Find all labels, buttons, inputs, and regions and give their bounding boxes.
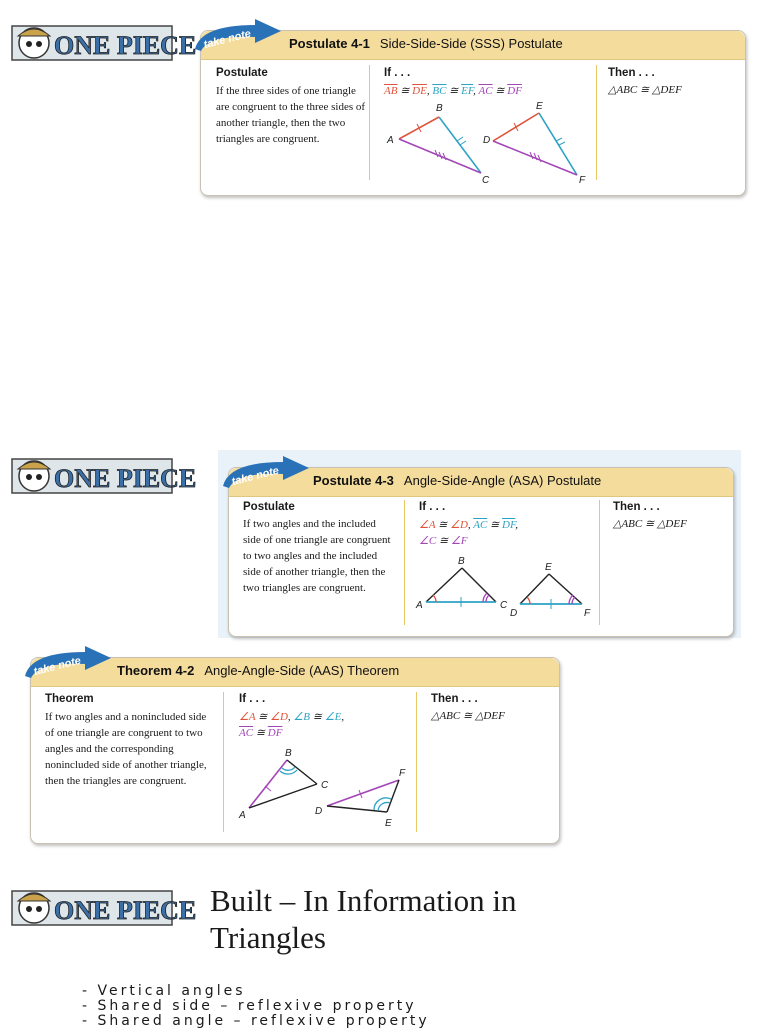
svg-text:E: E	[536, 101, 543, 112]
svg-text:A: A	[387, 135, 394, 146]
svg-text:F: F	[399, 768, 406, 779]
svg-text:C: C	[321, 780, 329, 791]
take-note-badge	[195, 19, 283, 53]
svg-text:ONE PIECE: ONE PIECE	[54, 464, 197, 493]
bullet-item: - Vertical angles	[82, 983, 246, 999]
asa-postulate-card	[228, 464, 734, 637]
svg-text:ONE PIECE: ONE PIECE	[54, 896, 197, 925]
svg-text:D: D	[483, 135, 491, 146]
svg-text:E: E	[385, 818, 392, 829]
take-note-badge	[223, 456, 311, 490]
if-label: If . . .	[419, 501, 446, 513]
svg-text:take note: take note	[230, 464, 281, 489]
if-label: If . . .	[384, 67, 411, 79]
condition-line: $\overline{AC}$ ≅ $\overline{DF}$	[239, 727, 283, 739]
svg-text:F: F	[584, 608, 591, 619]
if-label: If . . .	[239, 693, 266, 705]
statement: If two angles and the included side of one triangle are congruent to two angles and the included side of another triangle, then the two triangles are congruent.	[243, 518, 391, 594]
bullet-list	[82, 984, 430, 1029]
conclusion: △ABC ≅ △DEF	[608, 84, 682, 96]
divider	[223, 692, 224, 832]
sss-postulate-card	[200, 27, 746, 196]
aas-theorem-card	[30, 654, 560, 844]
svg-text:take note: take note	[202, 27, 253, 52]
svg-text:E: E	[545, 562, 552, 573]
kind-label: Theorem	[45, 693, 94, 705]
conclusion: △ABC ≅ △DEF	[613, 518, 687, 530]
sss-triangles-figure	[381, 101, 601, 185]
svg-text:D: D	[315, 806, 323, 817]
one-piece-logo	[10, 445, 197, 505]
svg-text:C: C	[500, 600, 508, 611]
card-title: Postulate 4-1 Side-Side-Side (SSS) Postulate	[289, 36, 563, 51]
svg-text:ONE PIECE: ONE PIECE	[54, 31, 197, 60]
kind-label: Postulate	[216, 67, 268, 79]
one-piece-logo	[10, 877, 197, 937]
svg-text:C: C	[482, 175, 490, 186]
asa-triangles-figure	[414, 552, 599, 624]
section-heading: Built – In Information in Triangles	[210, 883, 517, 955]
then-label: Then . . .	[431, 693, 478, 705]
svg-text:B: B	[458, 556, 465, 567]
svg-text:B: B	[285, 748, 292, 759]
svg-text:A: A	[416, 600, 423, 611]
divider	[599, 500, 600, 625]
conclusion: △ABC ≅ △DEF	[431, 710, 505, 722]
take-note-badge	[25, 646, 113, 680]
condition-line: ∠A ≅ ∠D, ∠B ≅ ∠E,	[239, 711, 345, 723]
condition-line: $\overline{AB}$ ≅ $\overline{DE}$, $\overline{BC}$ ≅ $\overline{EF}$, $\overline{AC}$ ≅ $\overline{DF}$	[384, 85, 522, 97]
divider	[369, 65, 370, 180]
divider	[404, 500, 405, 625]
bullet-item: - Shared angle – reflexive property	[82, 1013, 430, 1029]
condition-line: ∠A ≅ ∠D, $\overline{AC}$ ≅ $\overline{DF}$,	[419, 519, 519, 531]
svg-text:D: D	[510, 608, 518, 619]
svg-text:A: A	[239, 810, 246, 821]
bullet-item: - Shared side – reflexive property	[82, 998, 417, 1014]
statement: If two angles and a nonincluded side of one triangle are congruent to two angles and the corresponding nonincluded side of another triangle, then the triangles are congruent.	[45, 711, 207, 787]
kind-label: Postulate	[243, 501, 295, 513]
then-label: Then . . .	[613, 501, 660, 513]
then-label: Then . . .	[608, 67, 655, 79]
card-title: Postulate 4-3 Angle-Side-Angle (ASA) Postulate	[313, 473, 602, 488]
statement: If the three sides of one triangle are congruent to the three sides of another triangle, then the two triangles are congruent.	[216, 85, 366, 145]
card-title: Theorem 4-2 Angle-Angle-Side (AAS) Theorem	[117, 663, 400, 678]
svg-text:F: F	[579, 175, 586, 186]
aas-triangles-figure	[231, 746, 421, 834]
svg-text:take note: take note	[32, 654, 83, 679]
svg-text:B: B	[436, 103, 443, 114]
one-piece-logo	[10, 12, 197, 72]
condition-line: ∠C ≅ ∠F	[419, 535, 468, 547]
divider	[416, 692, 417, 832]
divider	[596, 65, 597, 180]
